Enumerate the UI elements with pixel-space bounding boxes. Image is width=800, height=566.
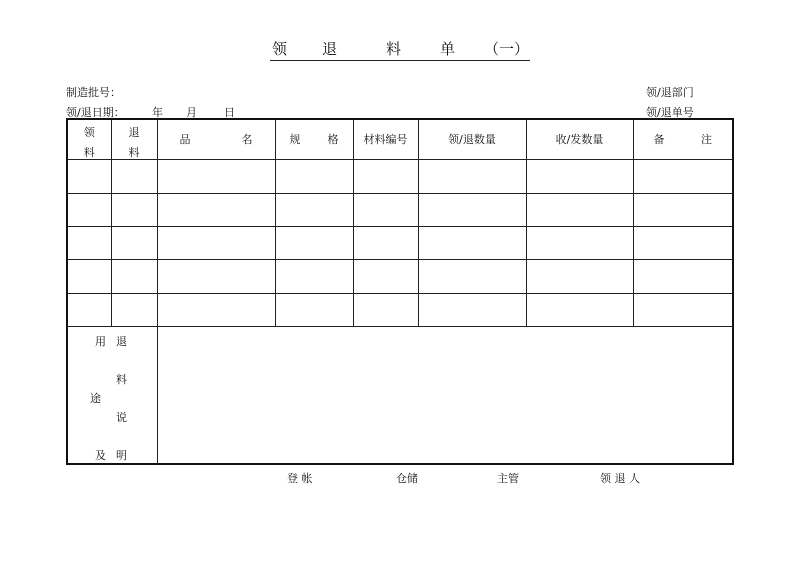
purpose-char: 说 [116, 410, 127, 424]
purpose-char: 途 [90, 391, 101, 405]
purpose-label-cell [67, 326, 157, 464]
form-title [270, 38, 530, 61]
header-remarks: 备 注 [633, 119, 733, 159]
purpose-char: 明 [116, 448, 127, 462]
date-label: 领/退日期： [66, 106, 125, 119]
supervisor-signature-label: 主管 [497, 472, 519, 485]
table-row [67, 193, 733, 226]
warehouse-signature-label: 仓储 [396, 472, 418, 485]
header-requested-qty: 领/退数量 [418, 119, 526, 159]
title-char: 料 [386, 40, 402, 58]
header-issue: 领 料 [67, 119, 111, 159]
table-row [67, 226, 733, 259]
bookkeeping-signature-label: 登 帐 [287, 472, 313, 485]
purpose-char: 及 [95, 448, 106, 462]
title-char: 单 [440, 40, 456, 58]
department-label: 领/退部门 [646, 86, 694, 99]
title-char: 退 [322, 40, 338, 58]
table-row [67, 293, 733, 326]
header-return: 退 料 [111, 119, 157, 159]
title-char: 领 [272, 40, 288, 58]
material-form-table [66, 118, 734, 465]
title-suffix: （一） [484, 40, 530, 58]
header-spec: 规 格 [275, 119, 353, 159]
date-day-label: 日 [224, 106, 235, 119]
slip-number-label: 领/退单号 [646, 106, 694, 119]
header-item-name: 品 名 [157, 119, 275, 159]
table-row [67, 259, 733, 293]
date-month-label: 月 [186, 106, 197, 119]
header-material-code: 材料编号 [353, 119, 418, 159]
purpose-input-area[interactable] [157, 326, 733, 464]
table-row [67, 159, 733, 193]
table-header-row [67, 119, 733, 159]
returner-signature-label: 领 退 人 [600, 472, 640, 485]
header-issued-qty: 收/发数量 [526, 119, 633, 159]
purpose-char: 料 [116, 372, 127, 386]
batch-number-label: 制造批号： [66, 86, 121, 99]
purpose-char: 退 [116, 334, 127, 348]
purpose-char: 用 [95, 334, 106, 348]
date-year-label: 年 [152, 106, 163, 119]
purpose-row [67, 326, 733, 464]
